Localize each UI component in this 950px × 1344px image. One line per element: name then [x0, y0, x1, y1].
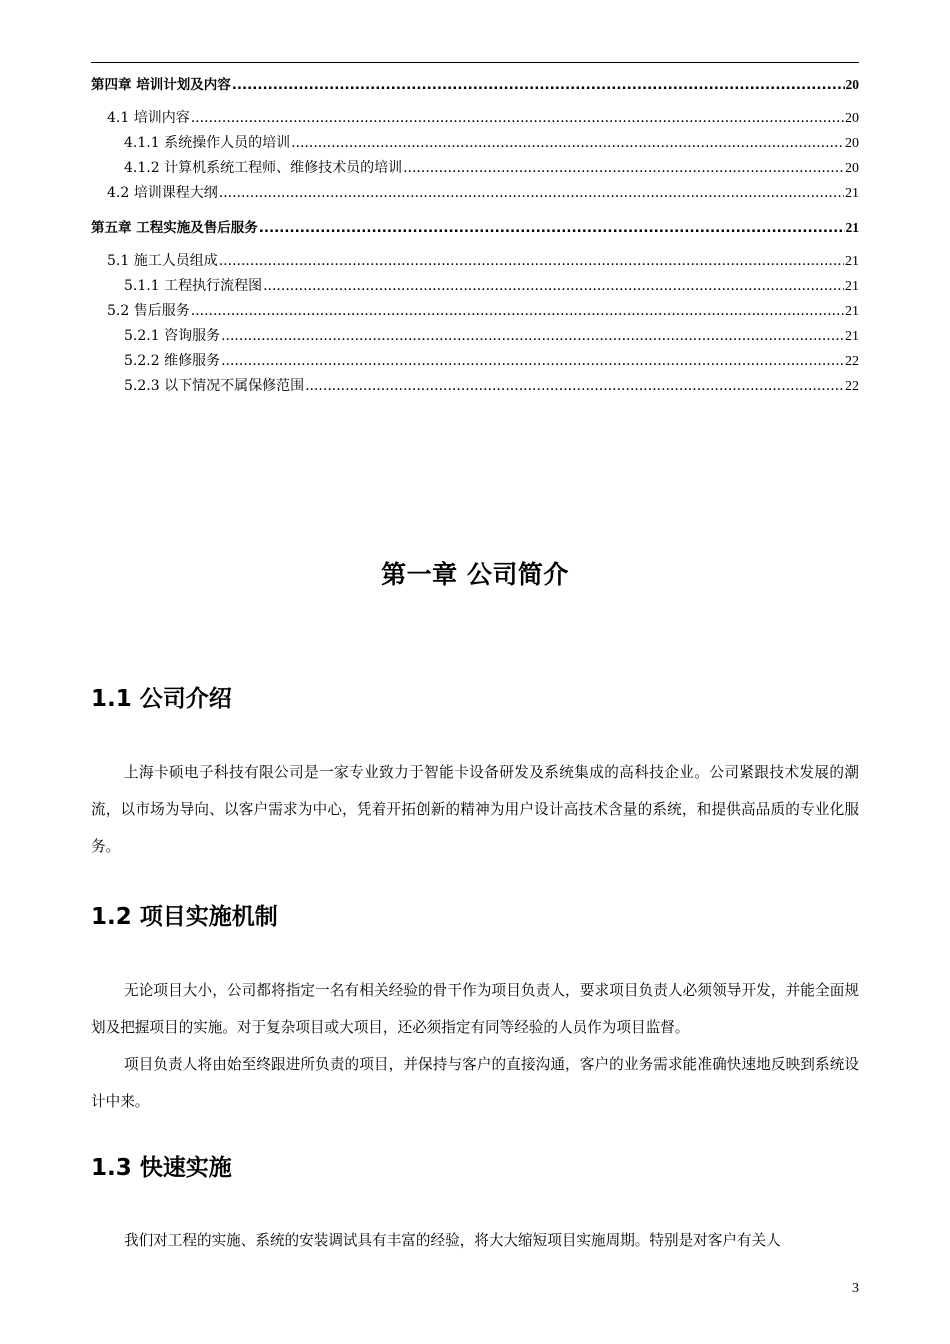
section-heading: 1.1 公司介绍 [91, 686, 232, 712]
toc-leader [221, 324, 844, 349]
section-heading: 1.3 快速实施 [91, 1155, 232, 1181]
toc-entry[interactable] [91, 215, 859, 240]
chapter-title: 第一章 公司简介 [381, 560, 569, 589]
toc-entry-page: 20 [845, 111, 859, 126]
toc-entry[interactable] [91, 181, 859, 206]
paragraph: 我们对工程的实施、系统的安装调试具有丰富的经验，将大大缩短项目实施周期。特别是对客户有关人 [124, 1232, 781, 1249]
toc-entry[interactable] [91, 349, 859, 374]
toc-entry[interactable] [91, 131, 859, 156]
toc-entry-page: 20 [845, 136, 859, 151]
toc-leader [219, 249, 844, 274]
toc-entry[interactable] [91, 106, 859, 131]
paragraph: 上海卡硕电子科技有限公司是一家专业致力于智能卡设备研发及系统集成的高科技企业。公司紧跟技术发展的潮流，以市场为导向、以客户需求为中心，凭着开拓创新的精神为用户设计高技术含量的系统，和提供高品质的专业化服务。 [91, 764, 859, 855]
toc-entry-page: 20 [845, 77, 859, 92]
toc-leader [232, 73, 845, 98]
toc-leader [221, 349, 844, 374]
toc-entry[interactable] [91, 156, 859, 181]
toc-leader [191, 299, 844, 324]
toc-entry[interactable] [91, 324, 859, 349]
paragraph: 无论项目大小，公司都将指定一名有相关经验的骨干作为项目负责人，要求项目负责人必须领导开发，并能全面规划及把握项目的实施。对于复杂项目或大项目，还必须指定有同等经验的人员作为项目监督。 [91, 982, 859, 1036]
header-rule [91, 62, 859, 63]
toc-entry-title: 5.2.1 咨询服务 [124, 328, 221, 344]
toc-leader [191, 106, 844, 131]
toc-leader [291, 131, 844, 156]
toc-entry-title: 4.2 培训课程大纲 [107, 185, 218, 201]
toc-entry-title: 5.1 施工人员组成 [107, 253, 218, 269]
toc-entry-title: 第四章 培训计划及内容 [91, 77, 231, 93]
section-heading: 1.2 项目实施机制 [91, 904, 278, 930]
toc-entry-page: 21 [845, 220, 859, 235]
toc-entry-page: 21 [845, 254, 859, 269]
toc-entry[interactable] [91, 299, 859, 324]
toc-leader [259, 216, 845, 241]
toc-entry-page: 22 [845, 379, 859, 394]
toc-leader [263, 274, 844, 299]
page-number: 3 [852, 1281, 859, 1296]
toc-entry[interactable] [91, 249, 859, 274]
paragraph: 项目负责人将由始至终跟进所负责的项目，并保持与客户的直接沟通，客户的业务需求能准确快速地反映到系统设计中来。 [91, 1056, 859, 1110]
toc-leader [219, 181, 844, 206]
toc-entry-title: 5.2.2 维修服务 [124, 353, 221, 369]
toc-entry-title: 4.1.2 计算机系统工程师、维修技术员的培训 [124, 160, 403, 176]
toc-entry[interactable] [91, 274, 859, 299]
toc-entry-page: 21 [845, 279, 859, 294]
toc-entry-page: 22 [845, 354, 859, 369]
toc-entry-title: 4.1 培训内容 [107, 110, 190, 126]
toc-entry[interactable] [91, 374, 859, 399]
toc-entry[interactable] [91, 72, 859, 97]
toc-entry-page: 21 [845, 329, 859, 344]
toc-entry-page: 20 [845, 161, 859, 176]
toc-entry-title: 第五章 工程实施及售后服务 [91, 220, 258, 236]
toc-entry-page: 21 [845, 304, 859, 319]
toc-entry-title: 5.2 售后服务 [107, 303, 190, 319]
toc-entry-title: 5.2.3 以下情况不属保修范围 [124, 378, 305, 394]
table-of-contents [91, 72, 859, 399]
toc-entry-title: 4.1.1 系统操作人员的培训 [124, 135, 291, 151]
toc-leader [403, 156, 844, 181]
toc-entry-title: 5.1.1 工程执行流程图 [124, 278, 263, 294]
toc-entry-page: 21 [845, 186, 859, 201]
toc-leader [305, 374, 844, 399]
